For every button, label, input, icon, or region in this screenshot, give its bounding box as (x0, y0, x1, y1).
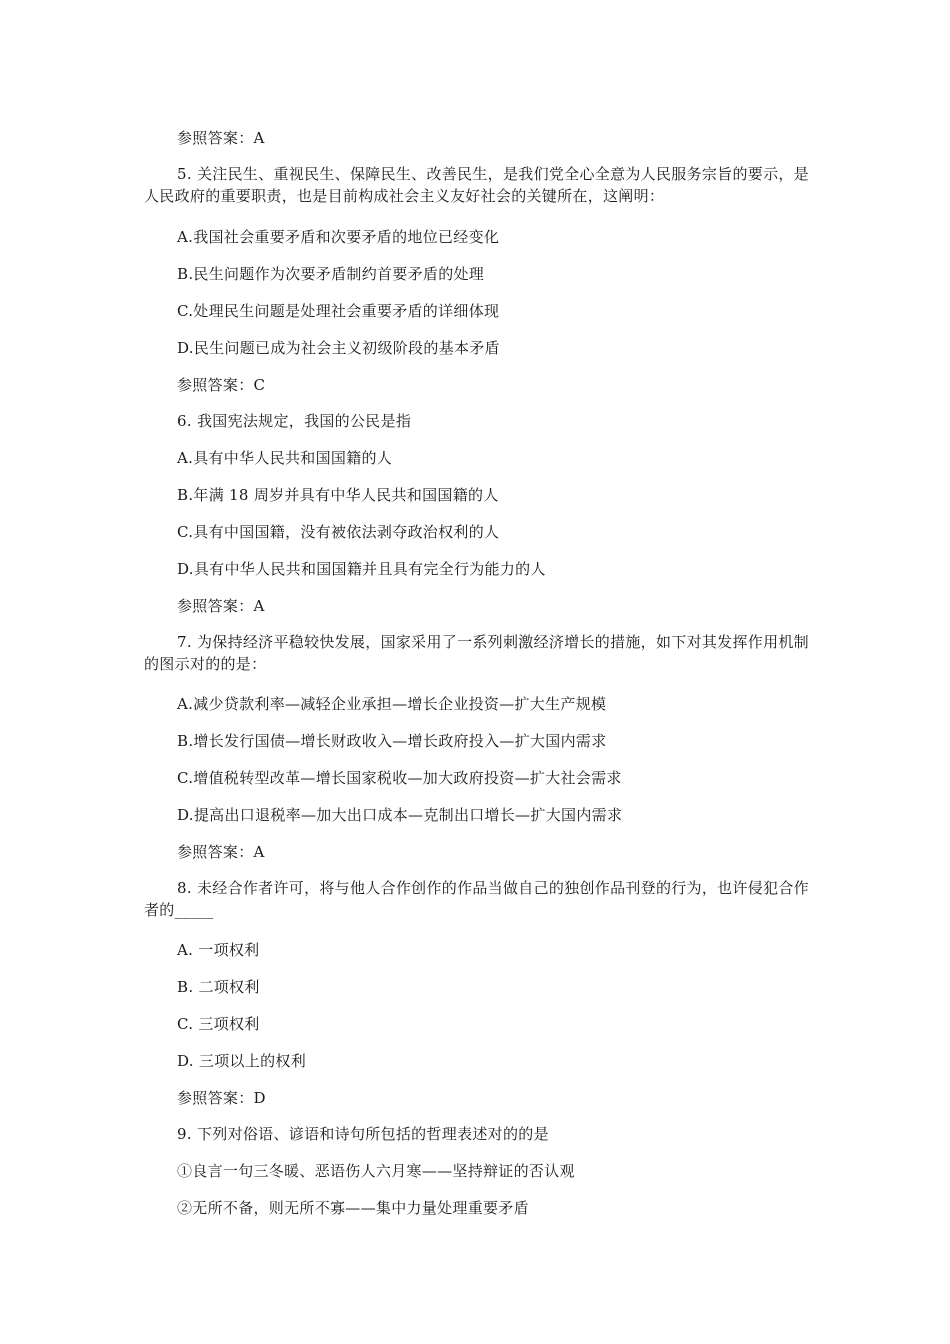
answer-8: 参照答案：D (177, 1089, 266, 1107)
question-9-item-2: ②无所不备，则无所不寡——集中力量处理重要矛盾 (177, 1199, 529, 1217)
question-6-option-b: B.年满 18 周岁并具有中华人民共和国国籍的人 (177, 486, 499, 504)
question-7-option-c: C.增值税转型改革—增长国家税收—加大政府投资—扩大社会需求 (177, 769, 622, 787)
question-7: 7. 为保持经济平稳较快发展，国家采用了一系列刺激经济增长的措施，如下对其发挥作用机制的图示对的的是： (144, 633, 809, 673)
question-5-option-c: C.处理民生问题是处理社会重要矛盾的详细体现 (177, 302, 500, 320)
question-6-option-a: A.具有中华人民共和国国籍的人 (177, 449, 393, 467)
question-8: 8. 未经合作者许可，将与他人合作创作的作品当做自己的独创作品刊登的行为，也许侵犯合作者的_____ (144, 879, 809, 919)
question-5-option-d: D.民生问题已成为社会主义初级阶段的基本矛盾 (177, 339, 500, 357)
question-7-option-b: B.增长发行国债—增长财政收入—增长政府投入—扩大国内需求 (177, 732, 607, 750)
question-8-option-a: A. 一项权利 (177, 941, 260, 959)
answer-4: 参照答案：A (177, 129, 265, 147)
question-5-option-a: A.我国社会重要矛盾和次要矛盾的地位已经变化 (177, 228, 500, 246)
question-6-option-c: C.具有中国国籍，没有被依法剥夺政治权利的人 (177, 523, 500, 541)
question-8-option-d: D. 三项以上的权利 (177, 1052, 307, 1070)
question-6: 6. 我国宪法规定，我国的公民是指 (177, 412, 412, 430)
question-9: 9. 下列对俗语、谚语和诗句所包括的哲理表述对的的是 (177, 1125, 549, 1143)
question-9-item-1: ①良言一句三冬暖、恶语伤人六月寒——坚持辩证的否认观 (177, 1162, 575, 1180)
question-5-option-b: B.民生问题作为次要矛盾制约首要矛盾的处理 (177, 265, 485, 283)
answer-7: 参照答案：A (177, 843, 265, 861)
question-7-option-a: A.减少贷款利率—减轻企业承担—增长企业投资—扩大生产规模 (177, 695, 607, 713)
question-8-option-b: B. 二项权利 (177, 978, 260, 996)
question-6-option-d: D.具有中华人民共和国国籍并且具有完全行为能力的人 (177, 560, 546, 578)
answer-5: 参照答案：C (177, 376, 266, 394)
question-7-option-d: D.提高出口退税率—加大出口成本—克制出口增长—扩大国内需求 (177, 806, 623, 824)
question-8-option-c: C. 三项权利 (177, 1015, 260, 1033)
question-5: 5. 关注民生、重视民生、保障民生、改善民生，是我们党全心全意为人民服务宗旨的要示，是人民政府的重要职责，也是目前构成社会主义友好社会的关键所在，这阐明： (144, 165, 809, 205)
answer-6: 参照答案：A (177, 597, 265, 615)
